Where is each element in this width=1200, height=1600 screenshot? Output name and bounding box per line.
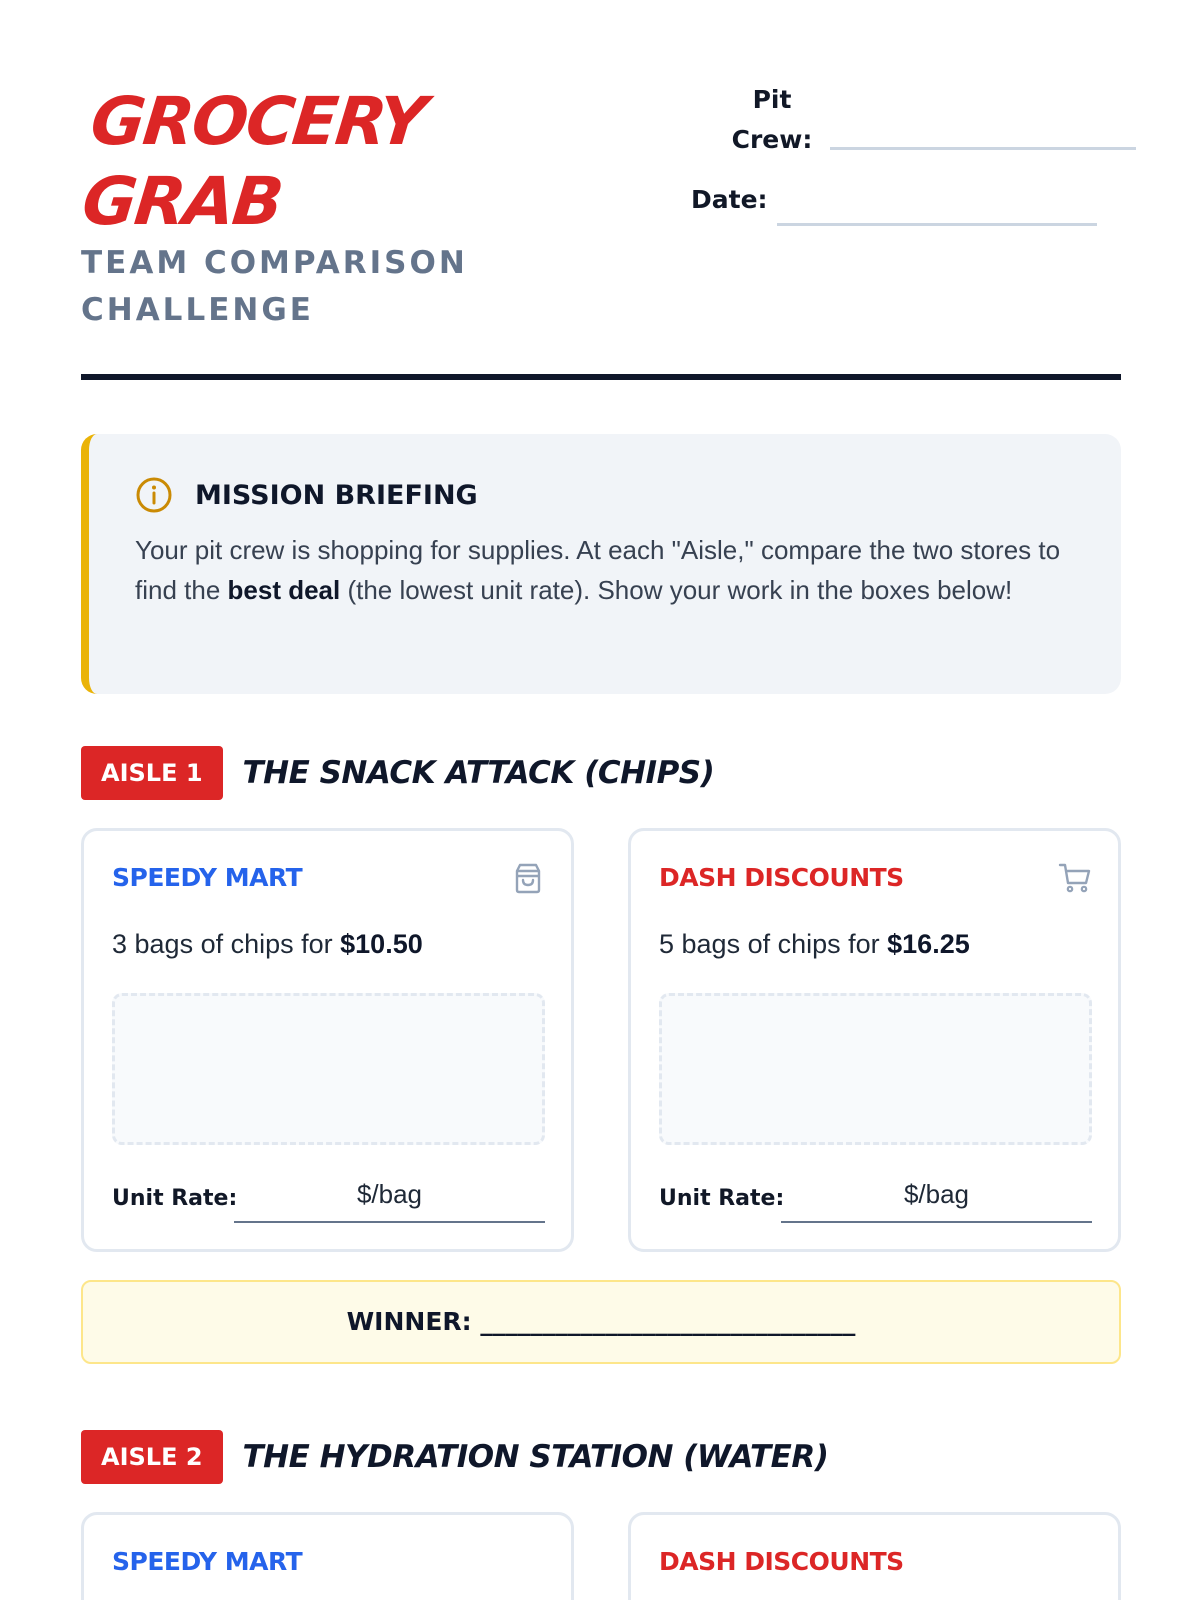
offer-text: 5 bags of chips for (659, 929, 888, 959)
work-box[interactable] (112, 993, 545, 1145)
title-line-2: GRAB (78, 163, 286, 240)
offer-text: 3 bags of chips for (112, 929, 341, 959)
briefing-header (135, 476, 1081, 514)
mission-briefing (81, 434, 1121, 694)
worksheet-header (78, 0, 1121, 380)
store-name: DASH DISCOUNTS (659, 1547, 904, 1576)
store-offer (659, 929, 970, 960)
aisle-badge: AISLE 1 (81, 746, 223, 800)
store-name: SPEEDY MART (112, 1547, 303, 1576)
unit-rate-input-line[interactable] (781, 1221, 1092, 1223)
date-label: Date: (691, 185, 768, 214)
work-box[interactable] (659, 993, 1092, 1145)
info-icon (135, 476, 173, 514)
date-field (691, 180, 1097, 220)
unit-rate-label: Unit Rate: (112, 1186, 238, 1211)
winner-field[interactable]: WINNER: ______________________________ (81, 1280, 1121, 1364)
store-card-dash-discounts (628, 828, 1121, 1252)
aisle-badge: AISLE 2 (81, 1430, 223, 1484)
title-line-1: GROCERY (87, 83, 429, 160)
crew-label: Pit Crew: (731, 85, 813, 154)
unit-rate-label: Unit Rate: (659, 1186, 785, 1211)
shopping-cart-icon (1058, 861, 1092, 895)
store-card-dash-discounts (628, 1512, 1121, 1600)
crew-input-line[interactable] (830, 147, 1136, 150)
header-divider (81, 374, 1121, 380)
aisle-2-header (81, 1430, 828, 1484)
store-offer (112, 929, 423, 960)
briefing-text (135, 530, 1081, 610)
worksheet-title (79, 82, 429, 242)
store-name: DASH DISCOUNTS (659, 863, 904, 892)
store-name: SPEEDY MART (112, 863, 303, 892)
aisle-1-header (81, 746, 714, 800)
unit-rate-unit: $/bag (903, 1179, 970, 1209)
briefing-text-start: Your pit crew is shopping for supplies. At each "Aisle," compare the two stores to find the (135, 535, 1061, 605)
briefing-text-end: (the lowest unit rate). Show your work in the boxes below! (340, 575, 1013, 605)
offer-price: $10.50 (340, 929, 423, 959)
store-card-speedy-mart (81, 1512, 574, 1600)
unit-rate-input-line[interactable] (234, 1221, 545, 1223)
aisle-title: THE SNACK ATTACK (CHIPS) (242, 755, 715, 791)
aisle-title: THE HYDRATION STATION (WATER) (242, 1439, 829, 1475)
worksheet-subtitle: TEAM COMPARISON CHALLENGE (81, 245, 468, 328)
store-card-speedy-mart (81, 828, 574, 1252)
crew-field (726, 80, 1136, 160)
shopping-bag-icon (511, 861, 545, 895)
date-input-line[interactable] (777, 223, 1097, 226)
offer-price: $16.25 (887, 929, 970, 959)
worksheet-page (78, 0, 1121, 1576)
briefing-title: MISSION BRIEFING (195, 479, 478, 511)
unit-rate-unit: $/bag (356, 1179, 423, 1209)
briefing-text-bold: best deal (227, 575, 341, 605)
